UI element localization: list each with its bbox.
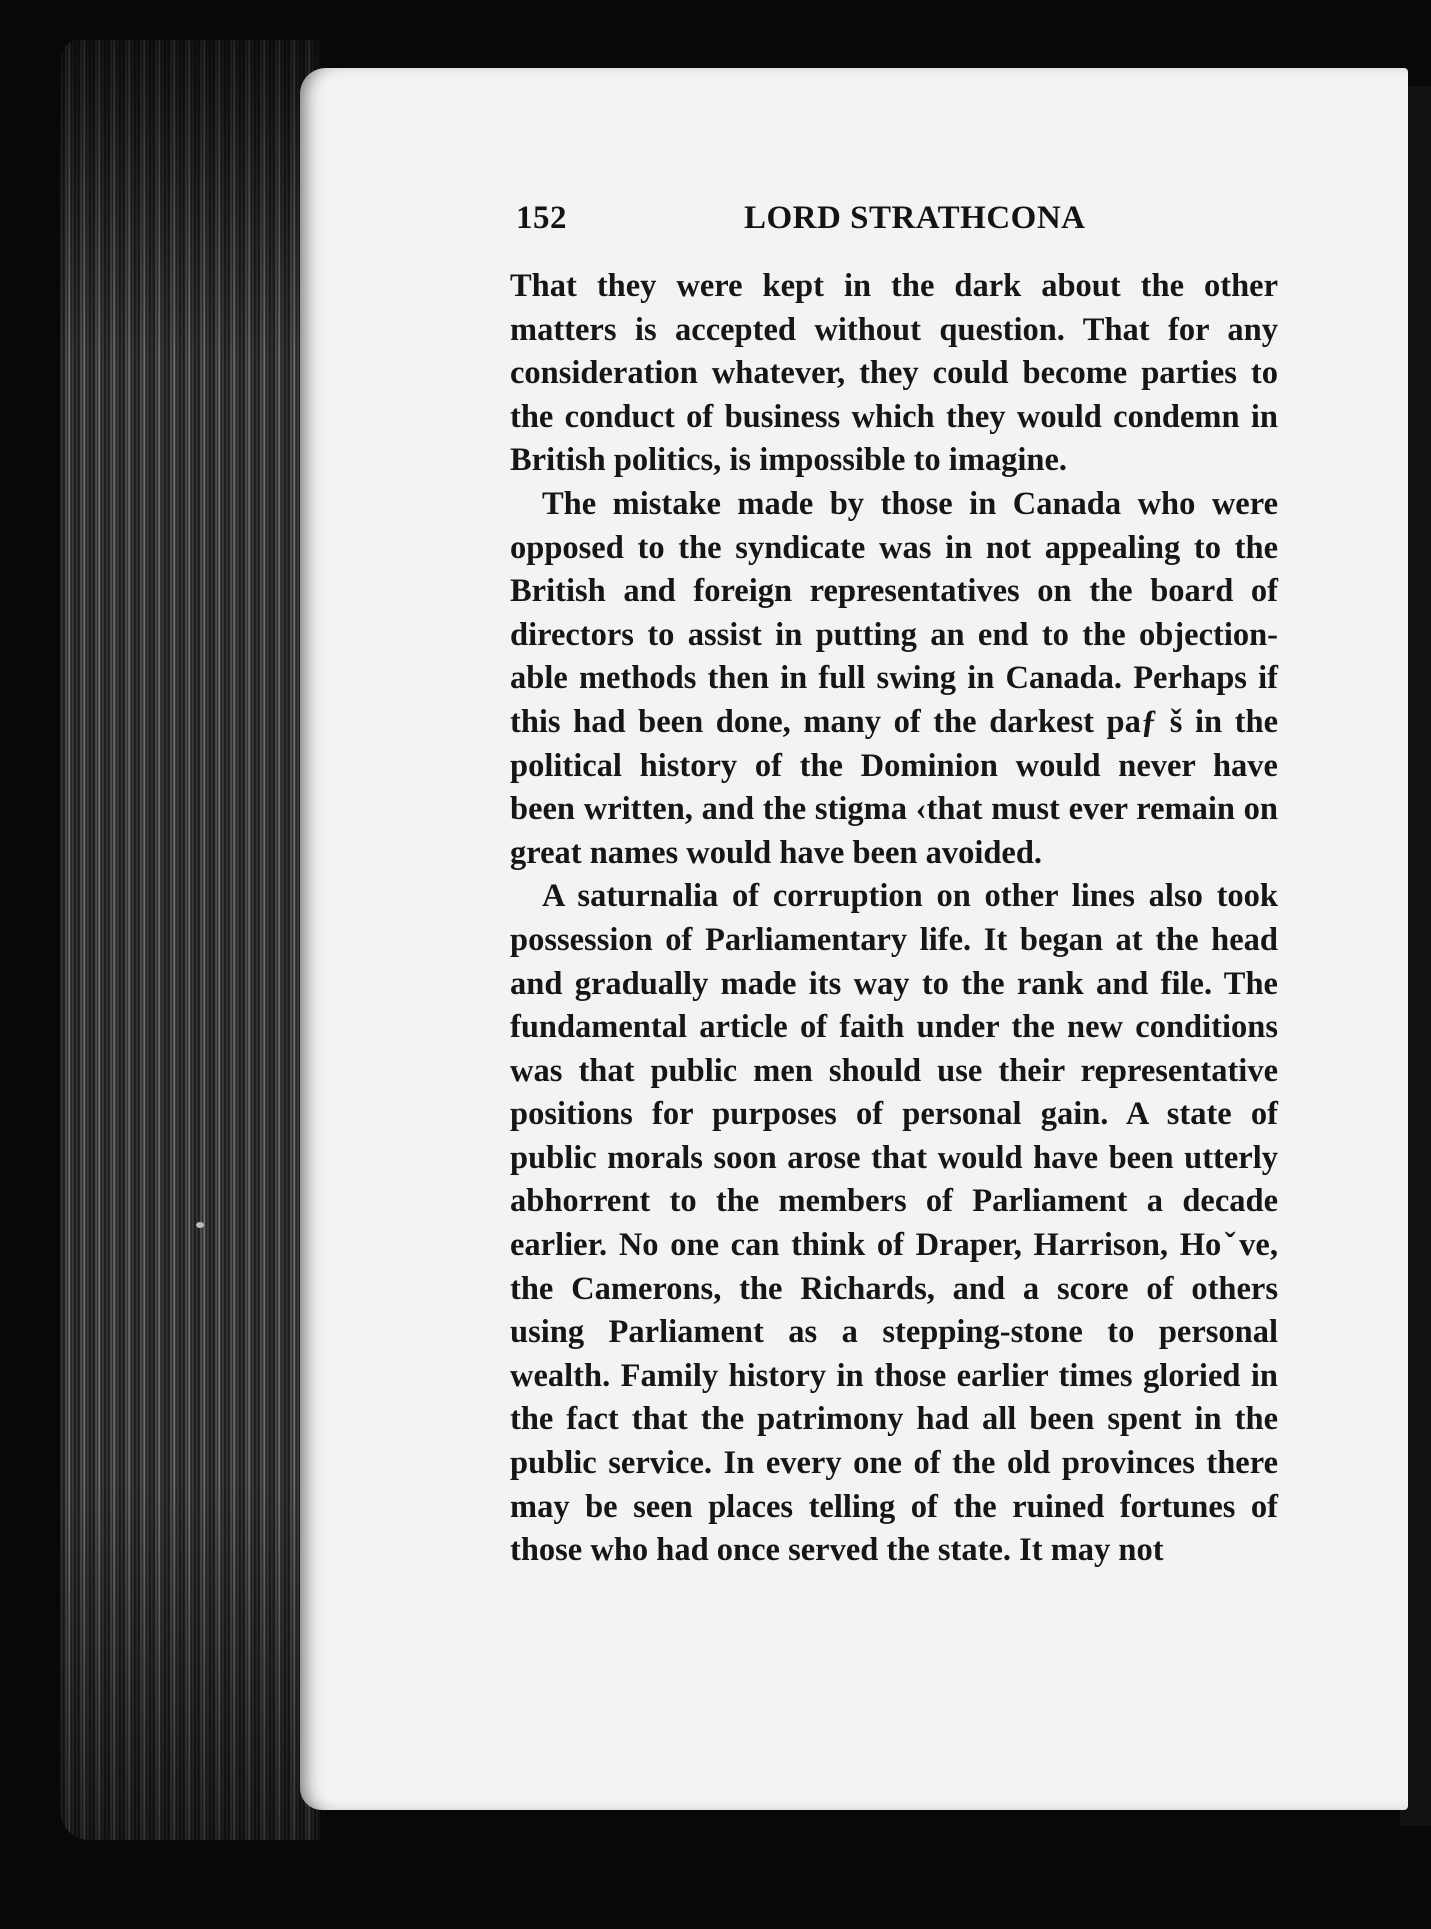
paragraph-1: That they were kept in the dark about the other matters is accepted without question. That for any consideration whatever, they could become parties to the conduct of business which they would condemn in British politics, is impossible to imagine. [510, 268, 1278, 479]
running-title: LORD STRATHCONA [744, 200, 1086, 236]
paragraph-2: The mistake made by those in Canada who were opposed to the syndicate was in not appealing to the British and foreign representatives on the board of directors to assist in putting an end to the objection-able methods then in full swing in Canada. Perhaps if this had been done, many of the darkest paƒ š in the political history of the Dominion would never have been written, and the stigma ‹that must ever remain on great names would have been avoided. [510, 485, 1278, 871]
page-edges-shadow [60, 40, 320, 1840]
page-number: 152 [516, 200, 567, 236]
body-text [510, 265, 1278, 1573]
paragraph-3: A saturnalia of corruption on other lines also took possession of Parliamentary life. It began at the head and gradually made its way to the rank and file. The fundamental article of faith under the new conditions was that public men should use their representative positions for purposes of personal gain. A state of public morals soon arose that would have been utterly abhorrent to the members of Parliament a decade earlier. No one can think of Draper, Harrison, Hoˇve, the Camerons, the Richards, and a score of others using Parliament as a stepping-stone to personal wealth. Family history in those earlier times gloried in the fact that the patrimony had all been spent in the public service. In every one of the old provinces there may be seen places telling of the ruined fortunes of those who had once served the state. It may not [510, 878, 1278, 1569]
dust-speck [196, 1222, 204, 1228]
